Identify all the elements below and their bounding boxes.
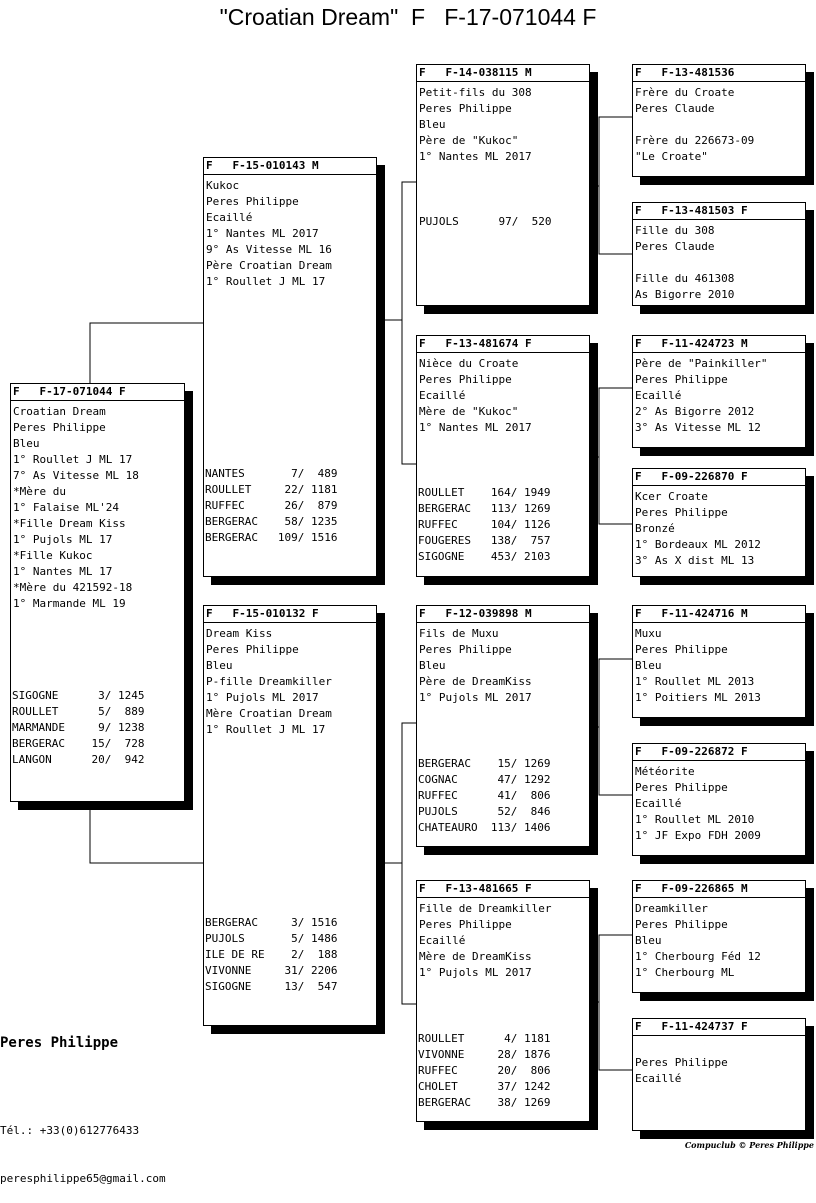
info-line: 1° Pujols ML 2017 — [419, 691, 532, 704]
info-line: Muxu — [635, 627, 662, 640]
info-line: Peres Philippe — [419, 102, 512, 115]
info-line: 1° Nantes ML 2017 — [419, 150, 532, 163]
info-line: Peres Philippe — [635, 918, 728, 931]
info-line: P-fille Dreamkiller — [206, 675, 332, 688]
pigeon-info — [635, 85, 803, 165]
result-line: LANGON 20/ 942 — [12, 753, 145, 766]
ring-number: F F-11-424737 F — [633, 1019, 805, 1036]
ring-number: F F-15-010132 F — [204, 606, 376, 623]
info-line: *Mère du 421592-18 — [13, 581, 133, 594]
info-line: Père Croatian Dream — [206, 259, 332, 272]
info-line: 1° Nantes ML 2017 — [419, 421, 532, 434]
info-line: 9° As Vitesse ML 16 — [206, 243, 332, 256]
info-line: Bronzé — [635, 522, 675, 535]
info-line: *Fille Kukoc — [13, 549, 93, 562]
info-line: Père de "Kukoc" — [419, 134, 519, 147]
info-line: Mère de "Kukoc" — [419, 405, 519, 418]
info-line: Mère Croatian Dream — [206, 707, 332, 720]
info-line: Ecaillé — [635, 389, 682, 402]
result-line: ROULLET 164/ 1949 — [418, 486, 551, 499]
result-line: FOUGERES 138/ 757 — [418, 534, 551, 547]
result-line: RUFFEC 26/ 879 — [205, 499, 338, 512]
sire-sire-card[interactable] — [416, 64, 590, 306]
info-line: Peres Philippe — [206, 643, 299, 656]
info-line — [635, 1039, 803, 1055]
info-line: Ecaillé — [206, 211, 253, 224]
info-line: 1° Falaise ML'24 — [13, 501, 119, 514]
info-line: 1° Cherbourg Féd 12 — [635, 950, 761, 963]
result-line: BERGERAC 15/ 728 — [12, 737, 145, 750]
ring-number: F F-13-481503 F — [633, 203, 805, 220]
result-line: VIVONNE 28/ 1876 — [418, 1048, 551, 1061]
race-results — [205, 915, 374, 995]
info-line: 1° Nantes ML 2017 — [206, 227, 319, 240]
result-line: CHATEAURO 113/ 1406 — [418, 821, 551, 834]
dam-sire-card[interactable] — [416, 605, 590, 847]
info-line: Peres Philippe — [419, 918, 512, 931]
info-line: Bleu — [635, 934, 662, 947]
info-line: Mère de DreamKiss — [419, 950, 532, 963]
race-results — [12, 688, 182, 768]
info-line: Petit-fils du 308 — [419, 86, 532, 99]
info-line: 1° Roullet ML 2013 — [635, 675, 755, 688]
result-line: NANTES 7/ 489 — [205, 467, 338, 480]
info-line: 3° As X dist ML 13 — [635, 554, 755, 567]
pigeon-info — [206, 178, 374, 290]
pigeon-info — [13, 404, 182, 612]
result-line: PUJOLS 5/ 1486 — [205, 932, 338, 945]
info-line: 1° Nantes ML 17 — [13, 565, 113, 578]
ring-number: F F-17-071044 F — [11, 384, 184, 401]
result-line: PUJOLS 52/ 846 — [418, 805, 551, 818]
result-line: ROULLET 5/ 889 — [12, 705, 145, 718]
result-line: BERGERAC 109/ 1516 — [205, 531, 338, 544]
info-line: Ecaillé — [635, 1072, 682, 1085]
info-line: 3° As Vitesse ML 12 — [635, 421, 761, 434]
info-line: *Fille Dream Kiss — [13, 517, 126, 530]
info-line: 1° Roullet J ML 17 — [13, 453, 133, 466]
info-line: Ecaillé — [635, 797, 682, 810]
result-line: BERGERAC 15/ 1269 — [418, 757, 551, 770]
pigeon-info — [635, 223, 803, 303]
info-line: 1° Roullet J ML 17 — [206, 723, 326, 736]
info-line: Père de DreamKiss — [419, 675, 532, 688]
dam-card[interactable] — [203, 605, 377, 1026]
pigeon-info — [635, 1039, 803, 1087]
info-line: 1° Pujols ML 17 — [13, 533, 113, 546]
info-line: Bleu — [419, 118, 446, 131]
great-grandparent-card-5[interactable] — [632, 605, 806, 718]
great-grandparent-card-4[interactable] — [632, 468, 806, 577]
info-line: Peres Philippe — [13, 421, 106, 434]
result-line: BERGERAC 38/ 1269 — [418, 1096, 551, 1109]
pigeon-info — [206, 626, 374, 738]
info-line: 7° As Vitesse ML 18 — [13, 469, 139, 482]
info-line: Bleu — [419, 659, 446, 672]
info-line: Peres Claude — [635, 240, 715, 253]
result-line: COGNAC 47/ 1292 — [418, 773, 551, 786]
result-line: SIGOGNE 13/ 547 — [205, 980, 338, 993]
great-grandparent-card-6[interactable] — [632, 743, 806, 856]
info-line: "Le Croate" — [635, 150, 708, 163]
ring-number: F F-09-226865 M — [633, 881, 805, 898]
result-line: MARMANDE 9/ 1238 — [12, 721, 145, 734]
info-line: Bleu — [13, 437, 40, 450]
info-line: 1° Bordeaux ML 2012 — [635, 538, 761, 551]
info-line: Peres Philippe — [635, 506, 728, 519]
result-line: RUFFEC 104/ 1126 — [418, 518, 551, 531]
ring-number: F F-09-226870 F — [633, 469, 805, 486]
ring-number: F F-11-424716 M — [633, 606, 805, 623]
info-line: Peres Philippe — [419, 643, 512, 656]
phone-number: Tél.: +33(0)612776433 — [0, 1124, 140, 1137]
pedigree-title: "Croatian Dream" F F-17-071044 F — [219, 4, 597, 30]
subject-pigeon-card[interactable] — [10, 383, 185, 802]
great-grandparent-card-3[interactable] — [632, 335, 806, 448]
result-line: ROULLET 4/ 1181 — [418, 1032, 551, 1045]
info-line — [635, 117, 803, 133]
pigeon-info — [635, 356, 803, 436]
great-grandparent-card-7[interactable] — [632, 880, 806, 993]
great-grandparent-card-1[interactable] — [632, 64, 806, 177]
result-line: ILE DE RE 2/ 188 — [205, 948, 338, 961]
result-line: RUFFEC 41/ 806 — [418, 789, 551, 802]
info-line: 1° Marmande ML 19 — [13, 597, 126, 610]
info-line: Bleu — [635, 659, 662, 672]
result-line: CHOLET 37/ 1242 — [418, 1080, 551, 1093]
ring-number: F F-11-424723 M — [633, 336, 805, 353]
pigeon-info — [635, 764, 803, 844]
info-line: Peres Philippe — [635, 373, 728, 386]
sire-card[interactable] — [203, 157, 377, 577]
info-line: Météorite — [635, 765, 695, 778]
info-line: Peres Philippe — [419, 373, 512, 386]
info-line: 1° Cherbourg ML — [635, 966, 735, 979]
info-line: 2° As Bigorre 2012 — [635, 405, 755, 418]
ring-number: F F-09-226872 F — [633, 744, 805, 761]
breeder-name: Peres Philippe — [0, 1035, 119, 1051]
ring-number: F F-13-481665 F — [417, 881, 589, 898]
race-results — [418, 756, 587, 836]
great-grandparent-card-2[interactable] — [632, 202, 806, 306]
email-address[interactable]: peresphilippe65@gmail.com — [0, 1172, 166, 1185]
info-line: Frère du 226673-09 — [635, 134, 755, 147]
info-line: Peres Philippe — [635, 643, 728, 656]
dam-dam-card[interactable] — [416, 880, 590, 1122]
result-line: SIGOGNE 453/ 2103 — [418, 550, 551, 563]
info-line: 1° Poitiers ML 2013 — [635, 691, 761, 704]
pigeon-info — [635, 489, 803, 569]
result-line: ROULLET 22/ 1181 — [205, 483, 338, 496]
result-line: BERGERAC 113/ 1269 — [418, 502, 551, 515]
ring-number: F F-15-010143 M — [204, 158, 376, 175]
info-line: Peres Claude — [635, 102, 715, 115]
result-line: RUFFEC 20/ 806 — [418, 1064, 551, 1077]
info-line: Fils de Muxu — [419, 627, 499, 640]
info-line: Kukoc — [206, 179, 240, 192]
info-line: Croatian Dream — [13, 405, 106, 418]
pigeon-info — [419, 626, 587, 706]
info-line: As Bigorre 2010 — [635, 288, 735, 301]
ring-number: F F-12-039898 M — [417, 606, 589, 623]
info-line: 1° JF Expo FDH 2009 — [635, 829, 761, 842]
result-line: VIVONNE 31/ 2206 — [205, 964, 338, 977]
info-line: Frère du Croate — [635, 86, 735, 99]
pigeon-info — [419, 356, 587, 436]
ring-number: F F-13-481536 — [633, 65, 805, 82]
race-results — [418, 485, 587, 565]
pigeon-info — [419, 85, 587, 165]
great-grandparent-card-8[interactable] — [632, 1018, 806, 1131]
pigeon-info — [419, 901, 587, 981]
info-line: Peres Philippe — [635, 781, 728, 794]
info-line: Nièce du Croate — [419, 357, 519, 370]
result-line: PUJOLS 97/ 520 — [419, 215, 552, 228]
result-line: SIGOGNE 3/ 1245 — [12, 689, 145, 702]
info-line — [635, 255, 803, 271]
pigeon-info — [635, 901, 803, 981]
info-line: 1° Pujols ML 2017 — [419, 966, 532, 979]
pigeon-info — [635, 626, 803, 706]
result-line: BERGERAC 58/ 1235 — [205, 515, 338, 528]
info-line: Peres Philippe — [635, 1056, 728, 1069]
result-line: BERGERAC 3/ 1516 — [205, 916, 338, 929]
info-line: Ecaillé — [419, 934, 466, 947]
info-line: Dreamkiller — [635, 902, 708, 915]
contact-info — [0, 1091, 166, 1203]
software-credit: Compuclub © Peres Philippe — [684, 1140, 814, 1150]
ring-number: F F-14-038115 M — [417, 65, 589, 82]
info-line: Ecaillé — [419, 389, 466, 402]
info-line: Fille du 308 — [635, 224, 715, 237]
info-line: Dream Kiss — [206, 627, 273, 640]
info-line: Fille de Dreamkiller — [419, 902, 552, 915]
info-line: Fille du 461308 — [635, 272, 735, 285]
info-line: Bleu — [206, 659, 233, 672]
ring-number: F F-13-481674 F — [417, 336, 589, 353]
info-line: Peres Philippe — [206, 195, 299, 208]
race-results — [418, 1031, 587, 1111]
info-line: 1° Pujols ML 2017 — [206, 691, 319, 704]
info-line: Père de "Painkiller" — [635, 357, 768, 370]
sire-dam-card[interactable] — [416, 335, 590, 577]
race-results — [419, 214, 587, 230]
info-line: 1° Roullet ML 2010 — [635, 813, 755, 826]
info-line: *Mère du — [13, 485, 66, 498]
info-line: Kcer Croate — [635, 490, 708, 503]
info-line: 1° Roullet J ML 17 — [206, 275, 326, 288]
race-results — [205, 466, 374, 546]
